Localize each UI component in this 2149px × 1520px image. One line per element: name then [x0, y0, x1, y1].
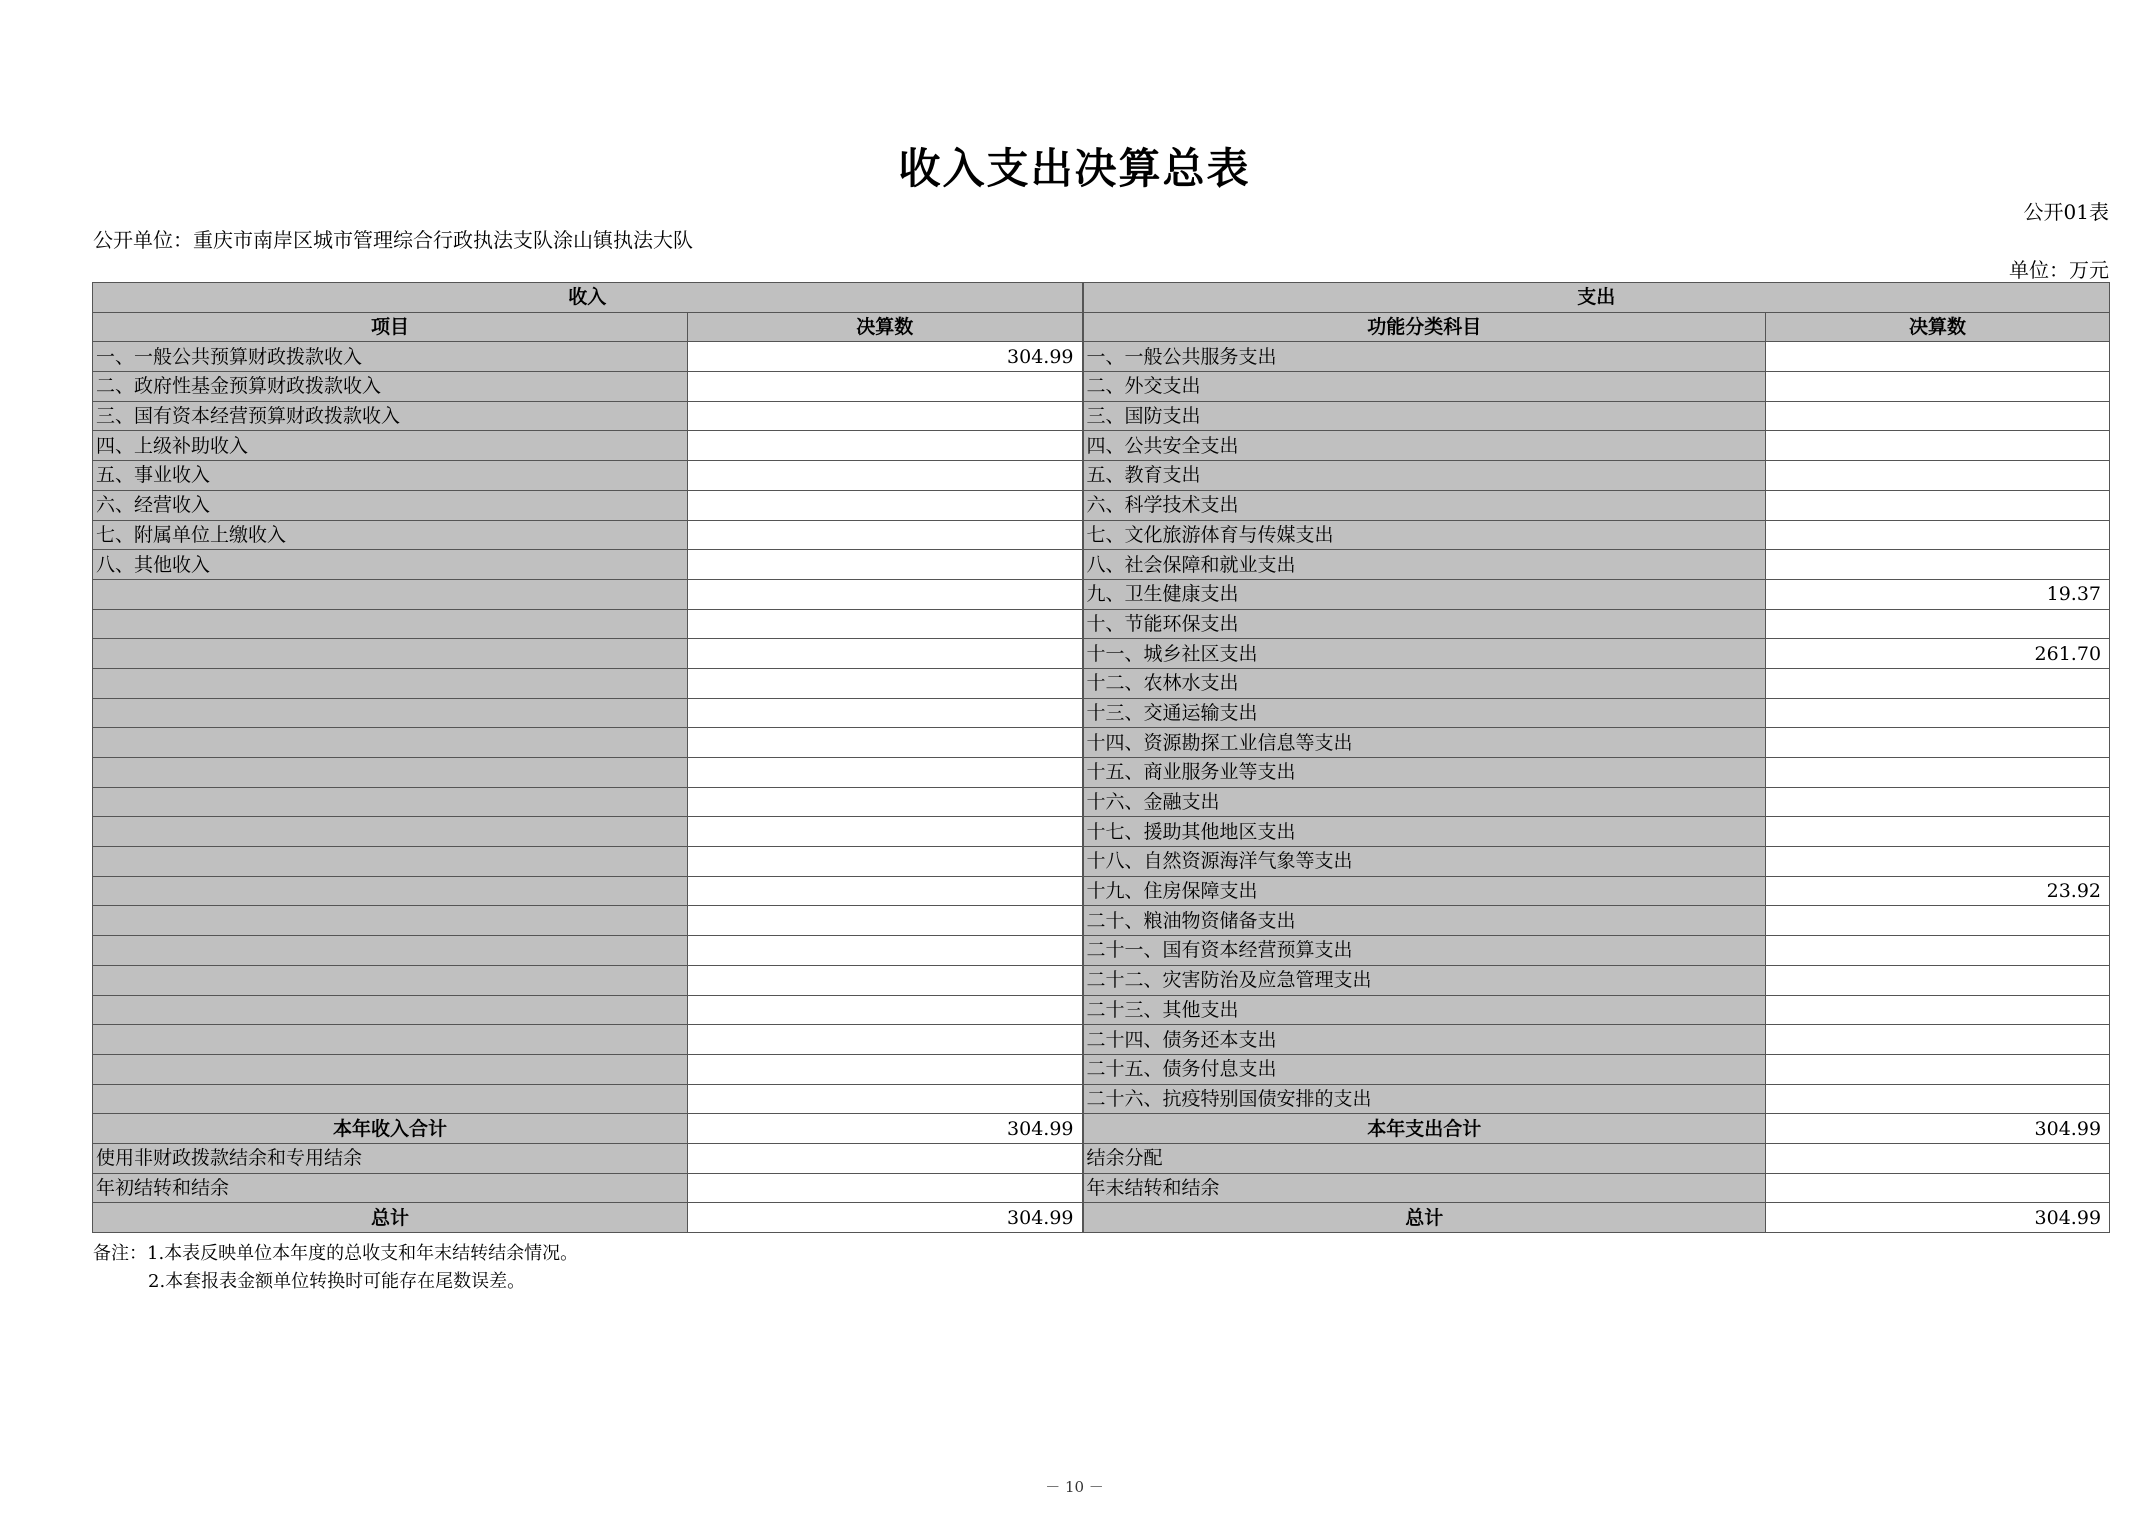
income-item-value — [688, 965, 1083, 995]
table-row — [93, 758, 2110, 788]
income-item-value — [688, 995, 1083, 1025]
table-row — [93, 728, 2110, 758]
note-line-1: 备注：1.本表反映单位本年度的总收支和年末结转结余情况。 — [93, 1243, 579, 1264]
income-item-label: 一、一般公共预算财政拨款收入 — [93, 342, 688, 372]
expense-item-value — [1766, 342, 2110, 372]
expense-item-value — [1766, 995, 2110, 1025]
income-item-label — [93, 906, 688, 936]
expense-item-value — [1766, 906, 2110, 936]
begin-balance-value — [688, 1173, 1083, 1203]
expense-item-label: 九、卫生健康支出 — [1083, 579, 1766, 609]
table-row — [93, 639, 2110, 669]
income-item-label — [93, 728, 688, 758]
table-row — [93, 817, 2110, 847]
currency-unit: 单位：万元 — [2009, 258, 2109, 282]
grand-income-total-value: 304.99 — [688, 1203, 1083, 1233]
end-balance-value — [1766, 1173, 2110, 1203]
table-row — [93, 609, 2110, 639]
income-item-label — [93, 876, 688, 906]
year-total-row — [93, 1114, 2110, 1144]
expense-item-label: 十、节能环保支出 — [1083, 609, 1766, 639]
expense-item-value: 23.92 — [1766, 876, 2110, 906]
income-item-label — [93, 965, 688, 995]
expense-item-value — [1766, 758, 2110, 788]
grand-expense-total-label: 总计 — [1083, 1203, 1766, 1233]
expense-item-label: 二十四、债务还本支出 — [1083, 1025, 1766, 1055]
income-item-value — [688, 609, 1083, 639]
expense-item-value — [1766, 668, 2110, 698]
non-fiscal-value — [688, 1143, 1083, 1173]
expense-item-label: 十三、交通运输支出 — [1083, 698, 1766, 728]
expense-item-label: 二十三、其他支出 — [1083, 995, 1766, 1025]
income-item-value — [688, 639, 1083, 669]
income-item-value — [688, 698, 1083, 728]
table-row — [93, 461, 2110, 491]
item-column-header: 项目 — [93, 312, 688, 342]
notes — [93, 1240, 578, 1296]
expense-item-label: 二十六、抗疫特别国债安排的支出 — [1083, 1084, 1766, 1114]
table-row — [93, 520, 2110, 550]
table-row — [93, 995, 2110, 1025]
income-item-label — [93, 639, 688, 669]
income-item-label: 五、事业收入 — [93, 461, 688, 491]
expense-item-label: 七、文化旅游体育与传媒支出 — [1083, 520, 1766, 550]
grand-total-row — [93, 1203, 2110, 1233]
expense-item-label: 十六、金融支出 — [1083, 787, 1766, 817]
table-header-row-2 — [93, 312, 2110, 342]
reporting-unit: 公开单位：重庆市南岸区城市管理综合行政执法支队涂山镇执法大队 — [93, 228, 693, 252]
surplus-distribution-value — [1766, 1143, 2110, 1173]
expense-item-label: 六、科学技术支出 — [1083, 490, 1766, 520]
surplus-distribution-label: 结余分配 — [1083, 1143, 1766, 1173]
income-item-label — [93, 698, 688, 728]
expense-item-value — [1766, 550, 2110, 580]
expense-item-value — [1766, 490, 2110, 520]
expense-item-label: 十七、援助其他地区支出 — [1083, 817, 1766, 847]
expense-item-label: 二十、粮油物资储备支出 — [1083, 906, 1766, 936]
expense-item-label: 十九、住房保障支出 — [1083, 876, 1766, 906]
income-item-label: 七、附属单位上缴收入 — [93, 520, 688, 550]
income-item-label — [93, 609, 688, 639]
income-item-label — [93, 579, 688, 609]
begin-balance-label: 年初结转和结余 — [93, 1173, 688, 1203]
income-item-label — [93, 847, 688, 877]
table-row — [93, 401, 2110, 431]
expense-amount-column-header: 决算数 — [1766, 312, 2110, 342]
table-row — [93, 550, 2110, 580]
income-item-value — [688, 550, 1083, 580]
table-row — [93, 1054, 2110, 1084]
form-code: 公开01表 — [2023, 200, 2109, 224]
income-item-value — [688, 401, 1083, 431]
income-item-label: 六、经营收入 — [93, 490, 688, 520]
note-line-2: 2.本套报表金额单位转换时可能存在尾数误差。 — [148, 1271, 526, 1292]
income-item-label — [93, 817, 688, 847]
table-row — [93, 431, 2110, 461]
budget-summary-table — [92, 282, 2110, 1233]
grand-expense-total-value: 304.99 — [1766, 1203, 2110, 1233]
income-item-value — [688, 1084, 1083, 1114]
budget-table-container — [92, 282, 2109, 1233]
expense-item-value — [1766, 965, 2110, 995]
non-fiscal-label: 使用非财政拨款结余和专用结余 — [93, 1143, 688, 1173]
income-header: 收入 — [93, 283, 1083, 313]
end-balance-label: 年末结转和结余 — [1083, 1173, 1766, 1203]
function-category-column-header: 功能分类科目 — [1083, 312, 1766, 342]
income-item-label: 四、上级补助收入 — [93, 431, 688, 461]
income-item-value — [688, 728, 1083, 758]
expense-item-label: 十五、商业服务业等支出 — [1083, 758, 1766, 788]
expense-item-label: 二十二、灾害防治及应急管理支出 — [1083, 965, 1766, 995]
income-item-value — [688, 431, 1083, 461]
table-row — [93, 906, 2110, 936]
income-item-value — [688, 1025, 1083, 1055]
income-item-value — [688, 520, 1083, 550]
expense-item-label: 十四、资源勘探工业信息等支出 — [1083, 728, 1766, 758]
table-row — [93, 936, 2110, 966]
expense-item-value — [1766, 1084, 2110, 1114]
income-item-label — [93, 1054, 688, 1084]
table-row — [93, 876, 2110, 906]
table-row — [93, 965, 2110, 995]
income-item-value — [688, 847, 1083, 877]
income-item-label — [93, 758, 688, 788]
expense-item-label: 一、一般公共服务支出 — [1083, 342, 1766, 372]
table-row — [93, 847, 2110, 877]
page-number: － 10 － — [1045, 1478, 1104, 1496]
income-item-value — [688, 668, 1083, 698]
expense-item-value — [1766, 372, 2110, 402]
income-item-label — [93, 1025, 688, 1055]
table-row — [93, 490, 2110, 520]
income-item-label: 三、国有资本经营预算财政拨款收入 — [93, 401, 688, 431]
table-row — [93, 342, 2110, 372]
table-row — [93, 579, 2110, 609]
expense-item-label: 二十五、债务付息支出 — [1083, 1054, 1766, 1084]
income-item-label — [93, 1084, 688, 1114]
income-item-label: 八、其他收入 — [93, 550, 688, 580]
expense-item-value — [1766, 698, 2110, 728]
expense-item-value — [1766, 787, 2110, 817]
table-row — [93, 1025, 2110, 1055]
income-item-label — [93, 936, 688, 966]
income-item-value — [688, 876, 1083, 906]
expense-header: 支出 — [1083, 283, 2110, 313]
non-fiscal-row — [93, 1143, 2110, 1173]
income-item-value — [688, 758, 1083, 788]
income-item-value: 304.99 — [688, 342, 1083, 372]
income-item-value — [688, 372, 1083, 402]
expense-item-label: 十二、农林水支出 — [1083, 668, 1766, 698]
expense-item-value — [1766, 728, 2110, 758]
expense-item-label: 二、外交支出 — [1083, 372, 1766, 402]
income-item-label — [93, 995, 688, 1025]
table-row — [93, 1084, 2110, 1114]
expense-item-value — [1766, 461, 2110, 491]
expense-item-value — [1766, 1054, 2110, 1084]
income-item-value — [688, 817, 1083, 847]
expense-item-value: 261.70 — [1766, 639, 2110, 669]
expense-item-label: 二十一、国有资本经营预算支出 — [1083, 936, 1766, 966]
income-item-value — [688, 906, 1083, 936]
income-item-value — [688, 787, 1083, 817]
expense-item-value — [1766, 817, 2110, 847]
income-item-label: 二、政府性基金预算财政拨款收入 — [93, 372, 688, 402]
expense-item-label: 三、国防支出 — [1083, 401, 1766, 431]
income-item-value — [688, 461, 1083, 491]
income-item-label — [93, 668, 688, 698]
table-row — [93, 372, 2110, 402]
table-row — [93, 668, 2110, 698]
year-income-total-label: 本年收入合计 — [93, 1114, 688, 1144]
income-item-value — [688, 579, 1083, 609]
income-item-value — [688, 490, 1083, 520]
table-header-row-1 — [93, 283, 2110, 313]
income-amount-column-header: 决算数 — [688, 312, 1083, 342]
expense-item-value — [1766, 401, 2110, 431]
balance-row — [93, 1173, 2110, 1203]
expense-item-value — [1766, 1025, 2110, 1055]
expense-item-label: 十八、自然资源海洋气象等支出 — [1083, 847, 1766, 877]
year-expense-total-label: 本年支出合计 — [1083, 1114, 1766, 1144]
expense-item-label: 五、教育支出 — [1083, 461, 1766, 491]
expense-item-label: 四、公共安全支出 — [1083, 431, 1766, 461]
expense-item-label: 十一、城乡社区支出 — [1083, 639, 1766, 669]
year-expense-total-value: 304.99 — [1766, 1114, 2110, 1144]
expense-item-value — [1766, 609, 2110, 639]
table-row — [93, 787, 2110, 817]
year-income-total-value: 304.99 — [688, 1114, 1083, 1144]
income-item-label — [93, 787, 688, 817]
page-title: 收入支出决算总表 — [898, 144, 1251, 193]
table-row — [93, 698, 2110, 728]
grand-income-total-label: 总计 — [93, 1203, 688, 1233]
expense-item-value — [1766, 431, 2110, 461]
expense-item-value — [1766, 847, 2110, 877]
income-item-value — [688, 936, 1083, 966]
expense-item-value: 19.37 — [1766, 579, 2110, 609]
expense-item-value — [1766, 520, 2110, 550]
expense-item-label: 八、社会保障和就业支出 — [1083, 550, 1766, 580]
income-item-value — [688, 1054, 1083, 1084]
expense-item-value — [1766, 936, 2110, 966]
